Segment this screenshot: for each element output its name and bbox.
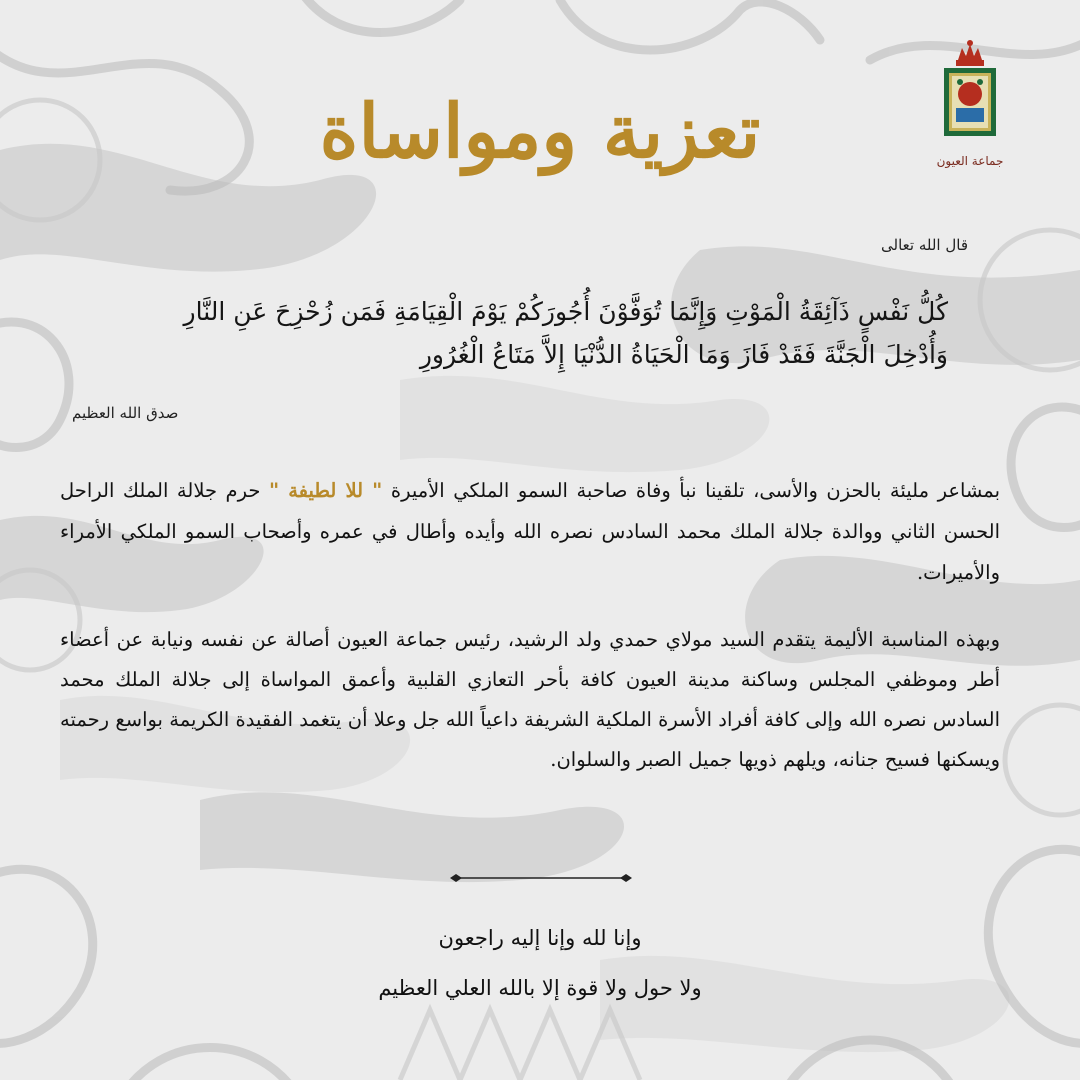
paragraph-1-rest: حرم جلالة الملك الراحل الحسن الثاني ووالدة جلالة الملك محمد السادس نصره الله وأيده وأطال في عمره وأصحاب السمو الملكي الأمراء والأميرات. xyxy=(60,479,1000,584)
condolence-paragraph-2: وبهذه المناسبة الأليمة يتقدم السيد مولاي حمدي ولد الرشيد، رئيس جماعة العيون أصالة عن نفسه ونيابة عن أعضاء أطر وموظفي المجلس وساكنة مدينة العيون كافة بأحر التعازي القلبية وأعمق المواساة إلى جلالة الملك محمد السادس نصره الله وإلى كافة أفراد الأسرة الملكية الشريفة داعياً الله جل وعلا أن يتغمد الفقيدة الكريمة بواسع رحمته ويسكنها فسيح جنانه، ويلهم ذويها جميل الصبر والسلوان. xyxy=(60,628,1000,771)
page-title: تعزية ومواساة xyxy=(319,89,761,175)
verse-intro: قال الله تعالى xyxy=(881,236,968,254)
emblem-caption: جماعة العيون xyxy=(936,154,1004,168)
condolence-paragraph-1 xyxy=(60,470,1000,593)
closing-line-1: وإنا لله وإنا إليه راجعون xyxy=(438,926,642,950)
verse-outro-text: صدق الله العظيم xyxy=(72,404,179,422)
princess-name: " للا لطيفة " xyxy=(268,479,383,502)
verse-outro xyxy=(72,404,1080,422)
quran-verse: كُلُّ نَفْسٍ ذَآئِقَةُ الْمَوْتِ وَإِنَّمَا تُوَفَّوْنَ أُجُورَكُمْ يَوْمَ الْقِيَامَةِ فَمَن زُحْزِحَ عَنِ النَّارِ وَأُدْخِلَ الْجَنَّةَ فَقَدْ فَازَ وَمَا الْحَيَاةُ الدُّنْيَا إِلاَّ مَتَاعُ الْغُرُورِ xyxy=(183,297,948,369)
diamond-line-divider xyxy=(450,872,632,884)
paragraph-1-intro: بمشاعر مليئة بالحزن والأسى، تلقينا نبأ وفاة صاحبة السمو الملكي الأميرة xyxy=(390,479,1001,502)
closing-line-2: ولا حول ولا قوة إلا بالله العلي العظيم xyxy=(378,976,702,1000)
